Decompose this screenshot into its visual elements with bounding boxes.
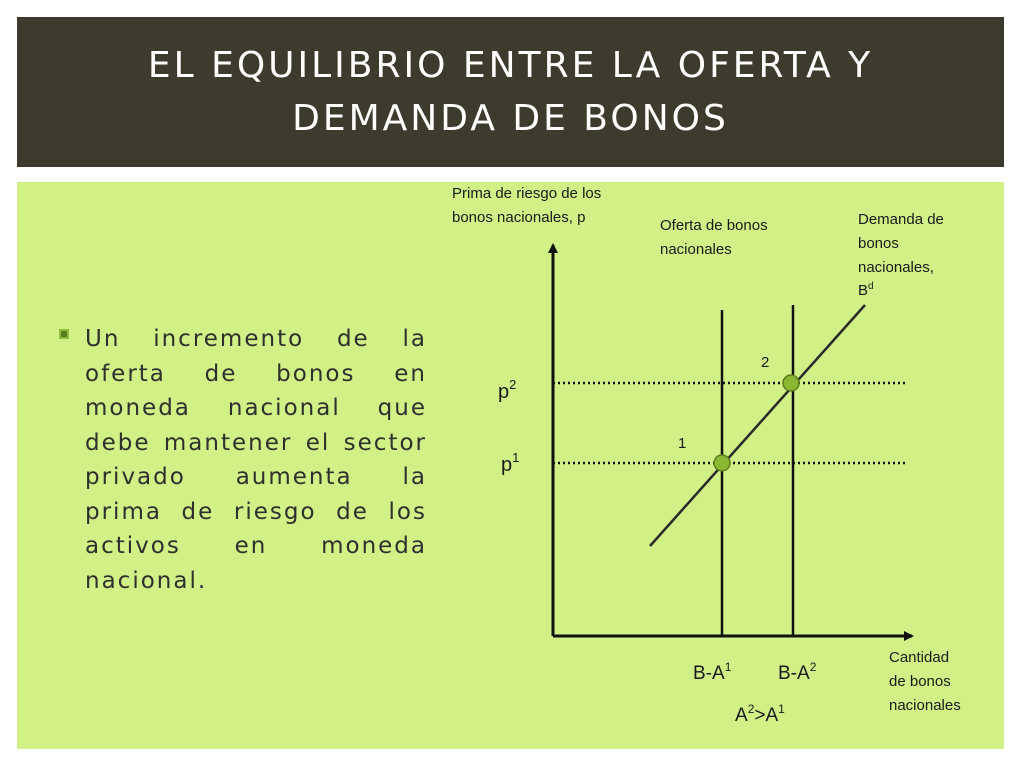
demand-curve — [650, 305, 865, 546]
point-label-2: 2 — [761, 354, 770, 371]
bullet-text: Un incremento de la oferta de bonos en moneda nacional que debe mantener el sector privado aumenta la prima de riesgo de los activos en moneda nacional. — [85, 326, 427, 594]
quantity-label-ba1: $B-A^1$ — [693, 660, 732, 684]
equilibrium-point-1 — [714, 455, 730, 471]
price-label-p1: $p^1$ — [501, 450, 520, 476]
supply-label: Oferta de bonos nacionales — [660, 217, 768, 258]
quantity-label-ba2: $B-A^2$ — [778, 660, 817, 684]
demand-label: Demanda de bonos nacionales, $B^d$ — [858, 211, 944, 299]
equilibrium-point-2 — [783, 375, 799, 391]
x-axis-label: Cantidad de bonos nacionales — [889, 649, 961, 714]
y-axis-label: Prima de riesgo de los bonos nacionales, p — [452, 185, 602, 226]
point-label-1: 1 — [678, 435, 687, 452]
slide-title: EL EQUILIBRIO ENTRE LA OFERTA Y DEMANDA DE BONOS — [147, 45, 874, 139]
price-label-p2: $p^2$ — [498, 377, 517, 403]
condition-label: $A^2>A^1$ — [735, 702, 785, 726]
